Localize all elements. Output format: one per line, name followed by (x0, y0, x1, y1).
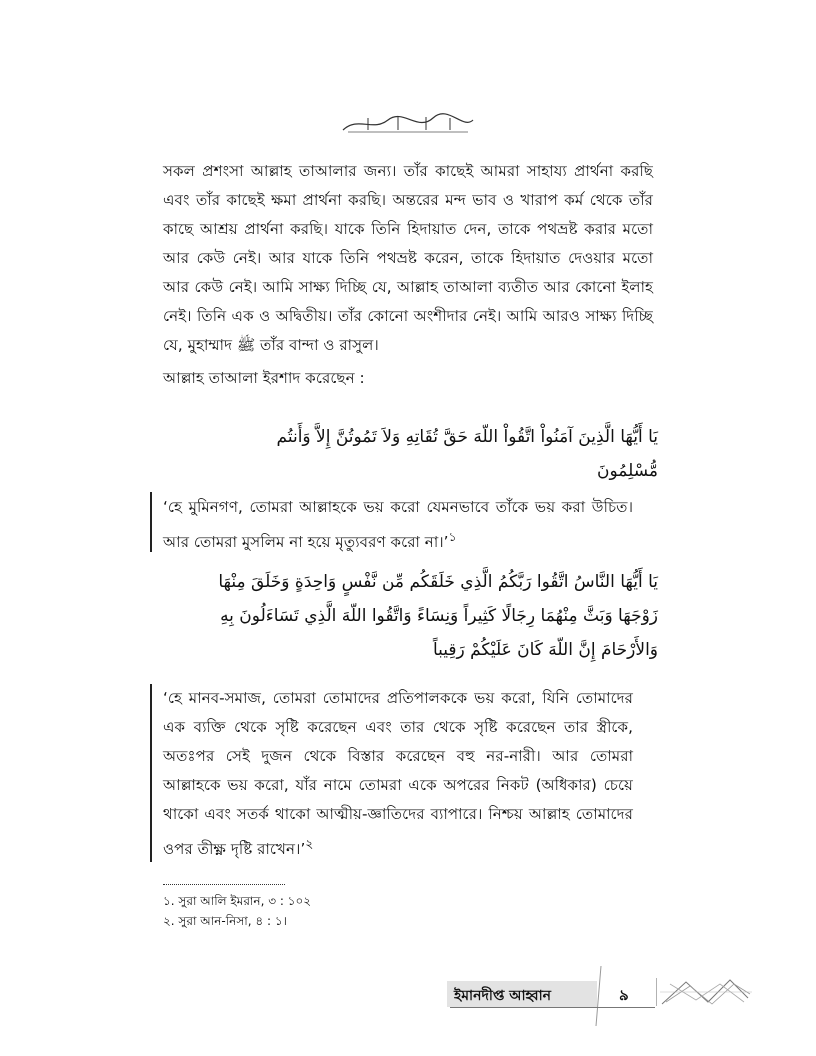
footnote-separator (163, 884, 285, 885)
hatched-ornament-icon (656, 976, 752, 1008)
verse-1-arabic: يَا أَيُّهَا الَّذِينَ آمَنُواْ اتَّقُواْ اللّهَ حَقَّ تُقَاتِهِ وَلاَ تَمُوتُنَّ إِلاَّ وَأَنتُم مُّسْلِمُونَ (276, 427, 658, 481)
quote-bar (150, 684, 152, 862)
footer-rule (450, 1007, 655, 1008)
calligraphy-ornament-icon (338, 112, 478, 136)
intro-line: আল্লাহ তাআলা ইরশাদ করেছেন : (163, 369, 365, 387)
running-footer-title: ইমানদীপ্ত আহ্বান (454, 988, 552, 1004)
footnote-ref-2: ২ (305, 836, 314, 851)
verse-1-translation (163, 493, 633, 557)
verse-2-text: ‘হে মানব-সমাজ, তোমরা তোমাদের প্রতিপালককে ভয় করো, যিনি তোমাদের এক ব্যক্তি থেকে সৃষ্টি করেছেন এবং তার থেকে সৃষ্টি করেছেন তার স্ত্রীকে, অতঃপর সেই দুজন থেকে বিস্তার করেছেন বহু নর-নারী। আর তোমরা আল্লাহকে ভয় করো, যাঁর নামে তোমরা একে অপরের নিকট (অধিকার) চেয়ে থাকো এবং সতর্ক থাকো আত্মীয়-জ্ঞাতিদের ব্যাপারে। নিশ্চয় আল্লাহ তোমাদের ওপর তীক্ষ্ণ দৃষ্টি রাখেন।’ (163, 689, 633, 859)
footnote-2: ২. সুরা আন-নিসা, ৪ : ১। (163, 914, 287, 928)
footnote-ref-1: ১ (448, 529, 457, 544)
verse-1-text: ‘হে মুমিনগণ, তোমরা আল্লাহকে ভয় করো যেমনভাবে তাঁকে ভয় করা উচিত। আর তোমরা মুসলিম না হয়ে মৃত্যুবরণ করো না।’ (163, 498, 633, 552)
verse-2-translation (163, 684, 633, 864)
footnote-1: ১. সুরা আলি ইমরান, ৩ : ১০২ (163, 894, 312, 908)
opening-paragraph: সকল প্রশংসা আল্লাহ তাআলার জন্য। তাঁর কাছেই আমরা সাহায্য প্রার্থনা করছি এবং তাঁর কাছেই ক্ষমা প্রার্থনা করছি। অন্তরের মন্দ ভাব ও খারাপ কর্ম থেকে তাঁর কাছে আশ্রয় প্রার্থনা করছি। যাকে তিনি হিদায়াত দেন, তাকে পথভ্রষ্ট করার মতো আর কেউ নেই। আর যাকে তিনি পথভ্রষ্ট করেন, তাকে হিদায়াত দেওয়ার মতো আর কেউ নেই। আমি সাক্ষ্য দিচ্ছি যে, আল্লাহ তাআলা ব্যতীত আর কোনো ইলাহ নেই। তিনি এক ও অদ্বিতীয়। তাঁর কোনো অংশীদার নেই। আমি আরও সাক্ষ্য দিচ্ছি যে, মুহাম্মাদ ﷺ তাঁর বান্দা ও রাসুল। (163, 162, 653, 354)
verse-2-arabic: يَا أَيُّهَا النَّاسُ اتَّقُوا رَبَّكُمُ الَّذِي خَلَقَكُم مِّن نَّفْسٍ وَاحِدَةٍ وَخَلَقَ مِنْهَا زَوْجَهَا وَبَثَّ مِنْهُمَا رِجَالًا كَثِيراً وَنِسَاءً وَاتَّقُوا اللّهَ الَّذِي تَسَاءَلُونَ بِهِ وَالأَرْحَامَ إِنَّ اللّهَ كَانَ عَلَيْكُمْ رَقِيباً (218, 572, 658, 660)
page-number: ৯ (619, 986, 629, 1004)
quote-bar (150, 492, 152, 552)
